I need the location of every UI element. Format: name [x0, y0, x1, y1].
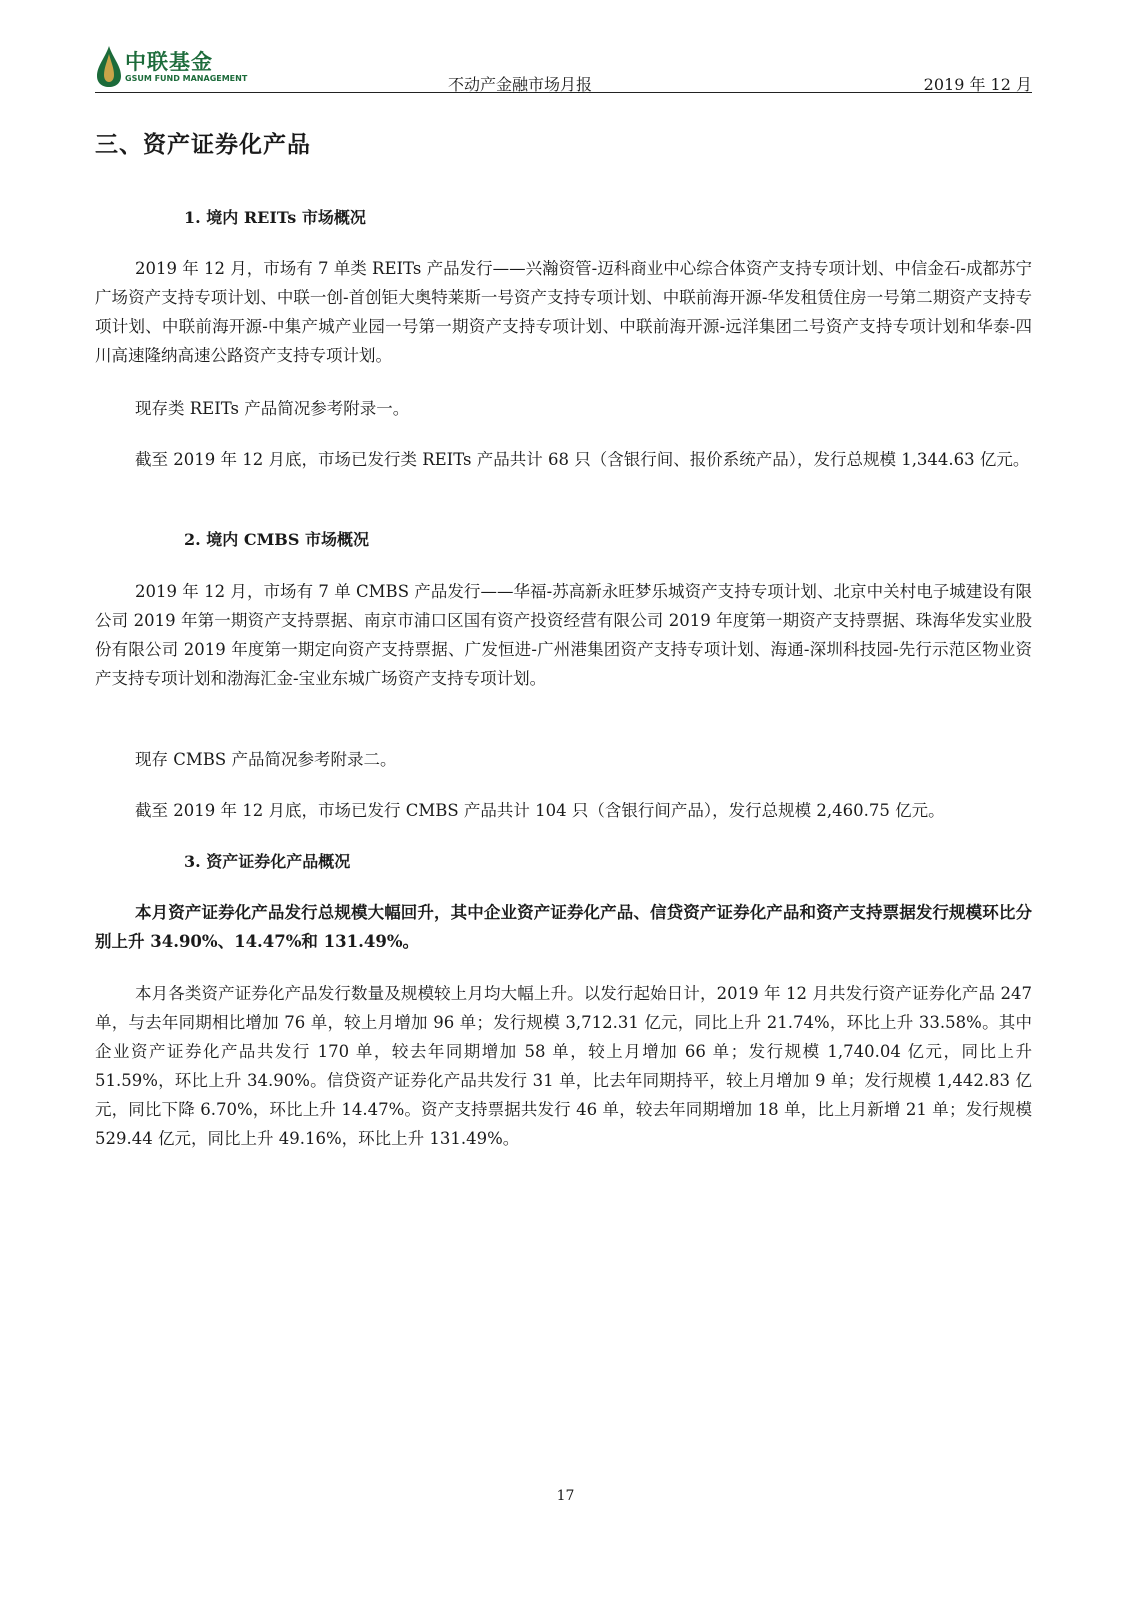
logo-chinese-name: 中联基金 [125, 50, 213, 74]
abs-detail-paragraph: 本月各类资产证券化产品发行数量及规模较上月均大幅上升。以发行起始日计，2019 年 12 月共发行资产证券化产品 247 单，与去年同期相比增加 76 单，较上月增加 96 单；发行规模 3,712.31 亿元，同比上升 21.74%，环比上升 33.58%。其中企业资产证券化产品共发行 170 单，较去年同期增加 58 单，较上月增加 66 单；发行规模 1,740.04 亿元，同比上升 51.59%，环比上升 34.90%。信贷资产证券化产品共发行 31 单，比去年同期持平，较上月增加 9 单；发行规模 1,442.83 亿元，同比下降 6.70%，环比上升 14.47%。资产支持票据共发行 46 单，较去年同期增加 18 单，比上月新增 21 单；发行规模 529.44 亿元，同比上升 49.16%，环比上升 131.49%。 [95, 984, 1032, 1148]
logo-english-name: GSUM FUND MANAGEMENT [125, 74, 248, 83]
subsection-heading-reits: 1. 境内 REITs 市场概况 [184, 208, 366, 227]
page-header [95, 42, 1032, 93]
reits-total-paragraph: 截至 2019 年 12 月底，市场已发行类 REITs 产品共计 68 只（含银行间、报价系统产品），发行总规模 1,344.63 亿元。 [135, 450, 1030, 469]
cmbs-total-paragraph: 截至 2019 年 12 月底，市场已发行 CMBS 产品共计 104 只（含银行间产品），发行总规模 2,460.75 亿元。 [135, 801, 945, 820]
section-title: 三、资产证券化产品 [95, 131, 311, 158]
company-logo [95, 44, 248, 88]
abs-summary-paragraph: 本月资产证券化产品发行总规模大幅回升，其中企业资产证券化产品、信贷资产证券化产品和资产支持票据发行规模环比分别上升 34.90%、14.47%和 131.49%。 [95, 903, 1032, 951]
page-number: 17 [556, 1488, 575, 1504]
report-title: 不动产金融市场月报 [448, 75, 593, 94]
cmbs-appendix-note: 现存 CMBS 产品简况参考附录二。 [135, 750, 397, 769]
reits-appendix-note: 现存类 REITs 产品简况参考附录一。 [135, 399, 410, 418]
logo-leaf-icon [95, 44, 123, 88]
reits-issuance-paragraph: 2019 年 12 月，市场有 7 单类 REITs 产品发行——兴瀚资管-迈科商业中心综合体资产支持专项计划、中信金石-成都苏宁广场资产支持专项计划、中联一创-首创钜大奥特莱斯一号资产支持专项计划、中联前海开源-华发租赁住房一号第二期资产支持专项计划、中联前海开源-中集产城产业园一号第一期资产支持专项计划、中联前海开源-远洋集团二号资产支持专项计划和华泰-四川高速隆纳高速公路资产支持专项计划。 [95, 259, 1032, 365]
cmbs-issuance-paragraph: 2019 年 12 月，市场有 7 单 CMBS 产品发行——华福-苏高新永旺梦乐城资产支持专项计划、北京中关村电子城建设有限公司 2019 年第一期资产支持票据、南京市浦口区国有资产投资经营有限公司 2019 年度第一期资产支持票据、珠海华发实业股份有限公司 2019 年度第一期定向资产支持票据、广发恒进-广州港集团资产支持专项计划、海通-深圳科技园-先行示范区物业资产支持专项计划和渤海汇金-宝业东城广场资产支持专项计划。 [95, 582, 1032, 688]
subsection-heading-abs: 3. 资产证券化产品概况 [184, 852, 351, 871]
report-date: 2019 年 12 月 [923, 75, 1032, 94]
subsection-heading-cmbs: 2. 境内 CMBS 市场概况 [184, 530, 369, 549]
